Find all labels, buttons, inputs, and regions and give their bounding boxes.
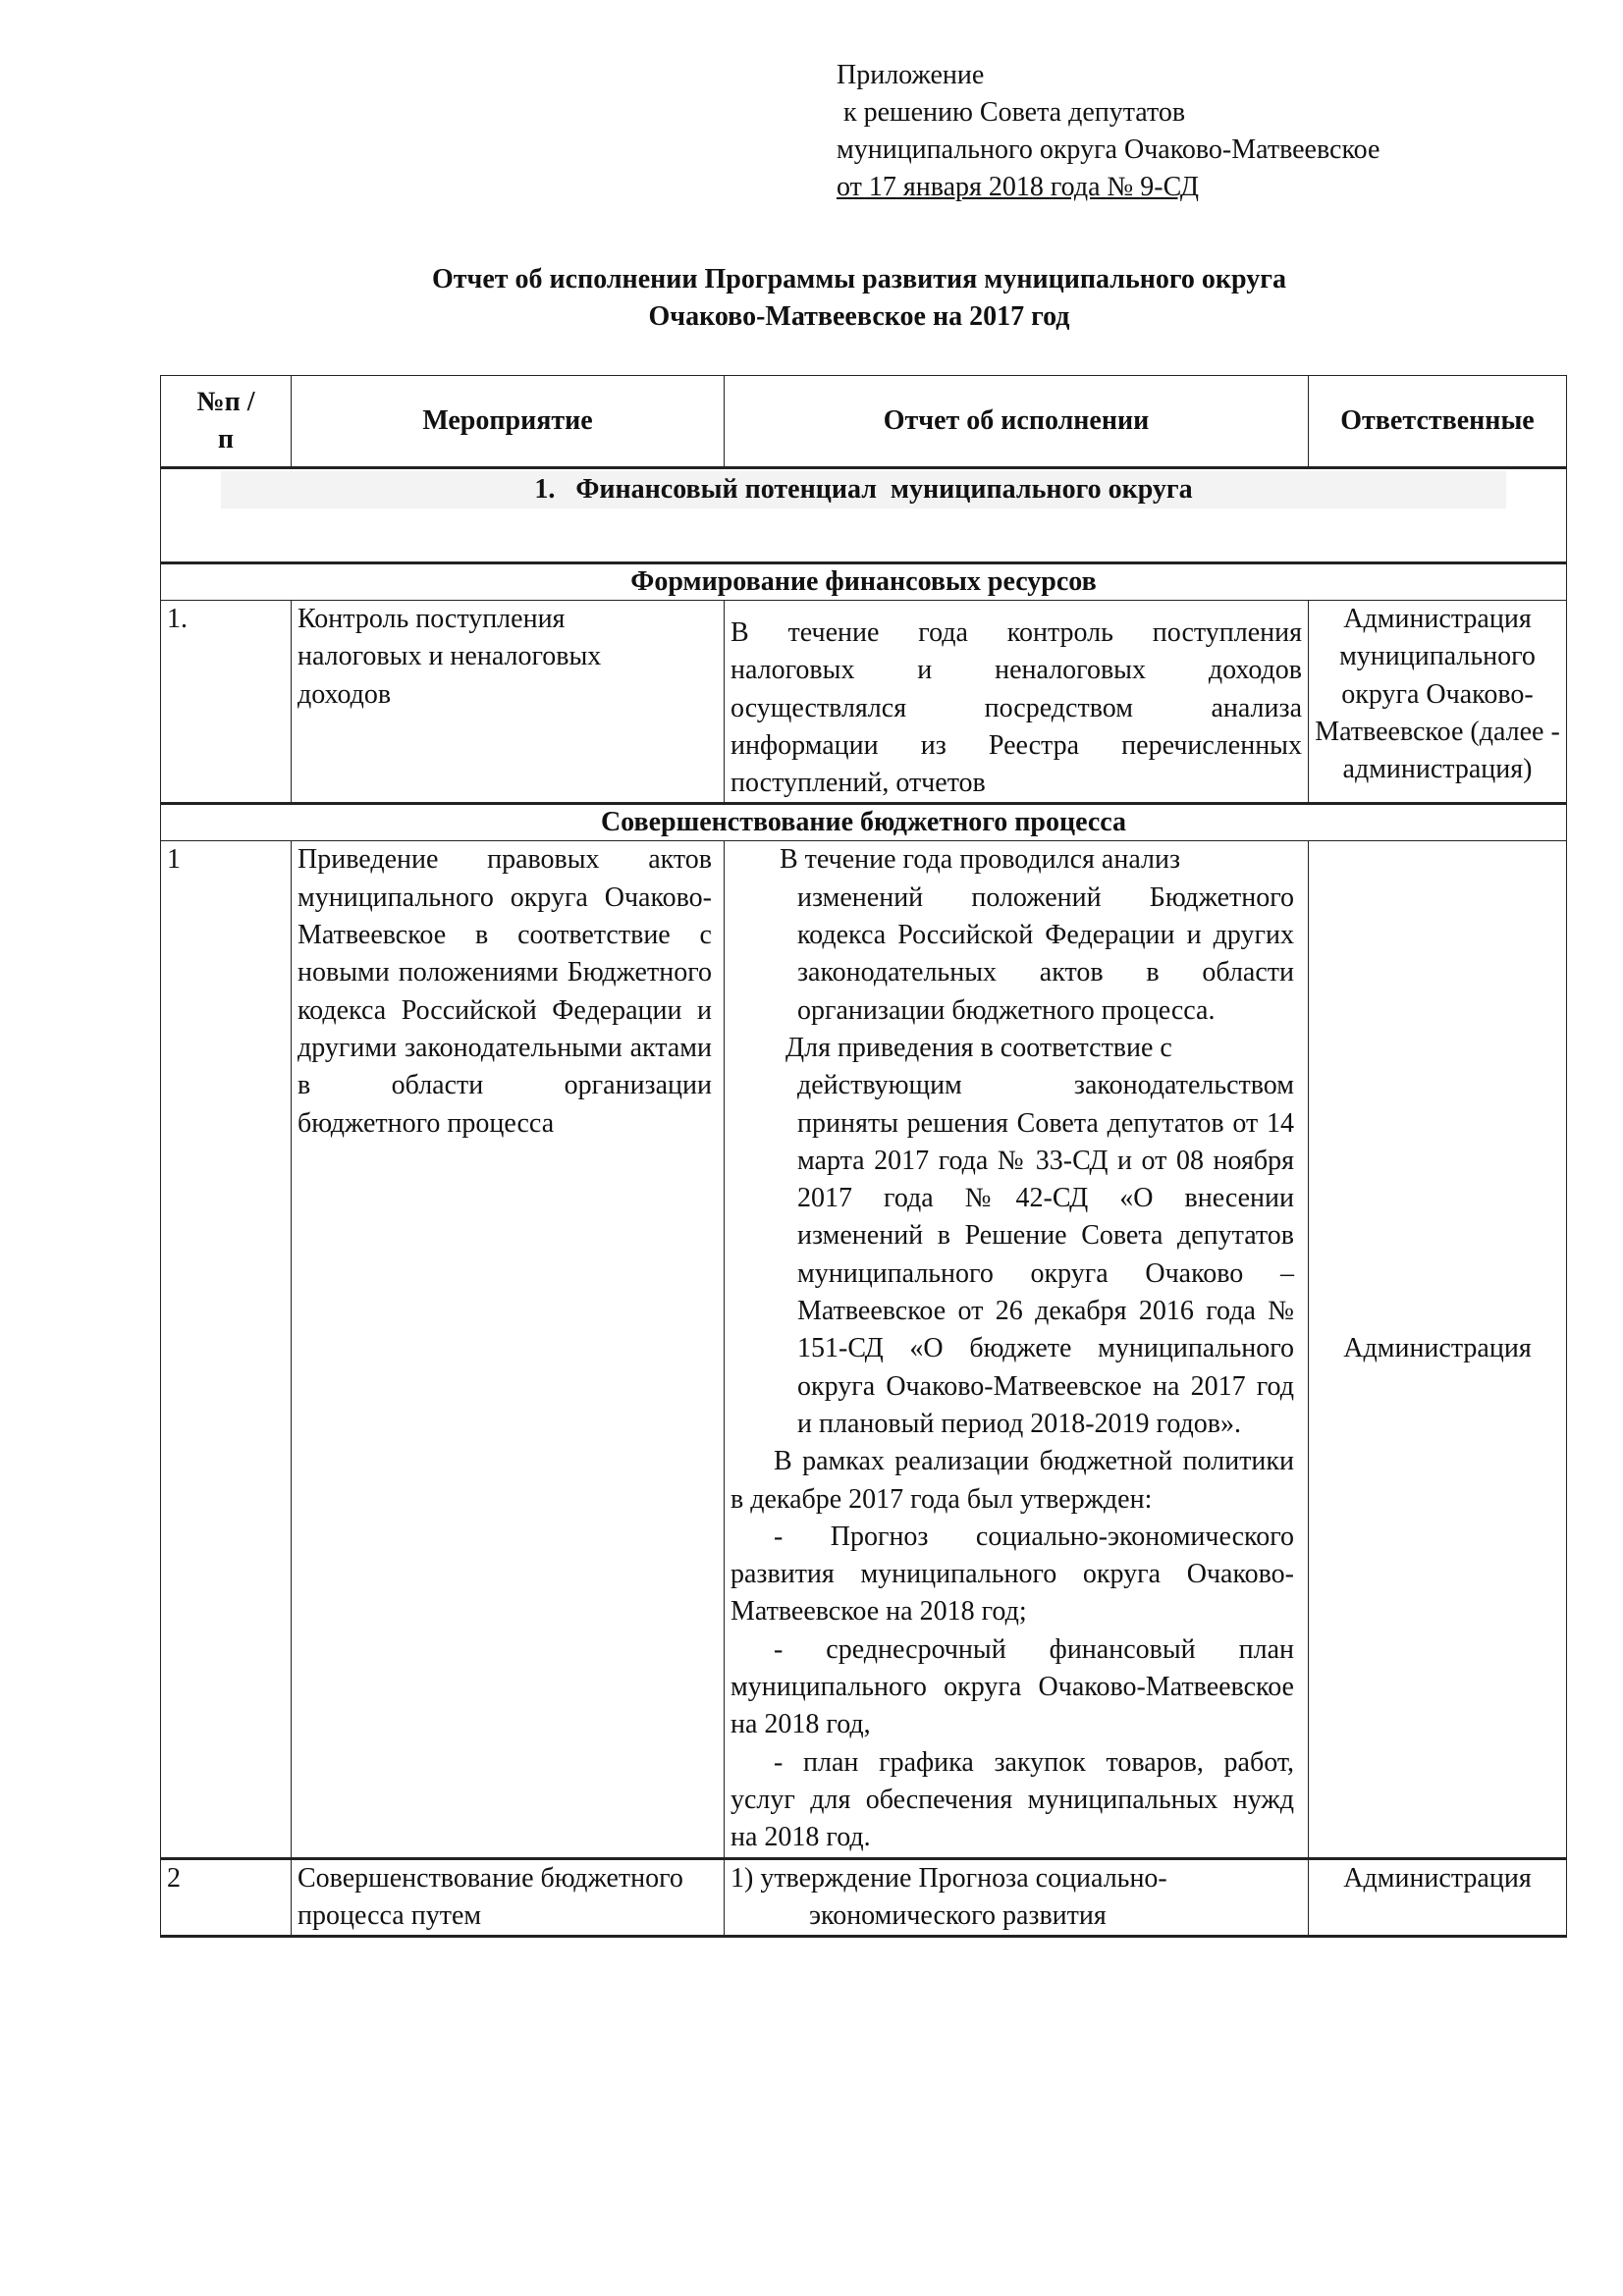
table-row — [161, 1858, 1567, 1937]
subsection-row — [161, 563, 1567, 601]
document-title — [157, 261, 1561, 336]
report-paragraph: Для приведения в соответствие с действующим законодательством приняты решения Совета депутатов от 14 марта 2017 года № 33-СД и от 08 ноября 2017 года №42-СД «О внесении изменений в Решение Совета депутатов муниципального округа Очаково – Матвеевское от 26 декабря 2016 года № 151-СД «О бюджете муниципального округа Очаково-Матвеевское на 2017 год и плановый период 2018-2019 годов». — [785, 1032, 1294, 1439]
appendix-line-2: к решению Совета депутатов — [837, 97, 1186, 128]
header-responsible: Ответственные — [1309, 376, 1567, 468]
header-event: Мероприятие — [292, 376, 725, 468]
row-report: В течение года контроль поступления налоговых и неналоговых доходов осуществлялся посредством анализа информации из Реестра перечисленных поступлений, отчетов — [725, 601, 1309, 804]
title-line-1: Отчет об исполнении Программы развития муниципального округа — [432, 264, 1286, 294]
appendix-line-1: Приложение — [837, 60, 985, 90]
row-event: Совершенствование бюджетного процесса путем — [292, 1858, 725, 1937]
header-num: №п /п — [161, 376, 292, 468]
row-responsible: Администрация муниципального округа Очаково-Матвеевское (далее - администрация) — [1309, 601, 1567, 804]
subsection-title: Формирование финансовых ресурсов — [161, 563, 1567, 601]
report-paragraph: - план графика закупок товаров, работ, услуг для обеспечения муниципальных нужд на 2018 год. — [730, 1746, 1294, 1853]
appendix-block — [837, 57, 1380, 206]
title-line-2: Очаково-Матвеевское на 2017 год — [648, 301, 1070, 332]
row-responsible: Администрация — [1309, 841, 1567, 1858]
report-paragraph: В течение года проводился анализ изменений положений Бюджетного кодекса Российской Федерации и других законодательных актов в области организации бюджетного процесса. — [780, 844, 1294, 1026]
subsection-title: Совершенствование бюджетного процесса — [161, 804, 1567, 841]
table-header-row — [161, 376, 1567, 468]
row-event: Приведение правовых актов муниципального округа Очаково-Матвеевское в соответствие с новыми положениями Бюджетного кодекса Российской Федерации и другими законодательными актами в области организации бюджетного процесса — [292, 841, 725, 1858]
section-title: 1. Финансовый потенциал муниципального округа — [221, 471, 1506, 508]
row-num: 2 — [161, 1858, 292, 1937]
table-row — [161, 601, 1567, 804]
table-row — [161, 841, 1567, 1858]
row-report — [725, 841, 1309, 1858]
appendix-line-3: муниципального округа Очаково-Матвеевское — [837, 134, 1380, 165]
report-paragraph: В рамках реализации бюджетной политики в декабре 2017 года был утвержден: — [730, 1446, 1294, 1515]
header-report: Отчет об исполнении — [725, 376, 1309, 468]
row-report: 1) утверждение Прогноза социально- экономического развития — [725, 1858, 1309, 1937]
section-row — [161, 468, 1567, 563]
row-event: Контроль поступления налоговых и неналоговых доходов — [292, 601, 725, 804]
report-paragraph: - Прогноз социально-экономического развития муниципального округа Очаково-Матвеевское на 2018 год; — [730, 1521, 1294, 1628]
row-responsible: Администрация — [1309, 1858, 1567, 1937]
report-table — [160, 375, 1567, 1938]
appendix-decision-ref: от 17 января 2018 года № 9-СД — [837, 172, 1199, 202]
row-num: 1 — [161, 841, 292, 1858]
report-paragraph: - среднесрочный финансовый план муниципального округа Очаково-Матвеевское на 2018 год, — [730, 1633, 1294, 1740]
row-num: 1. — [161, 601, 292, 804]
subsection-row — [161, 804, 1567, 841]
